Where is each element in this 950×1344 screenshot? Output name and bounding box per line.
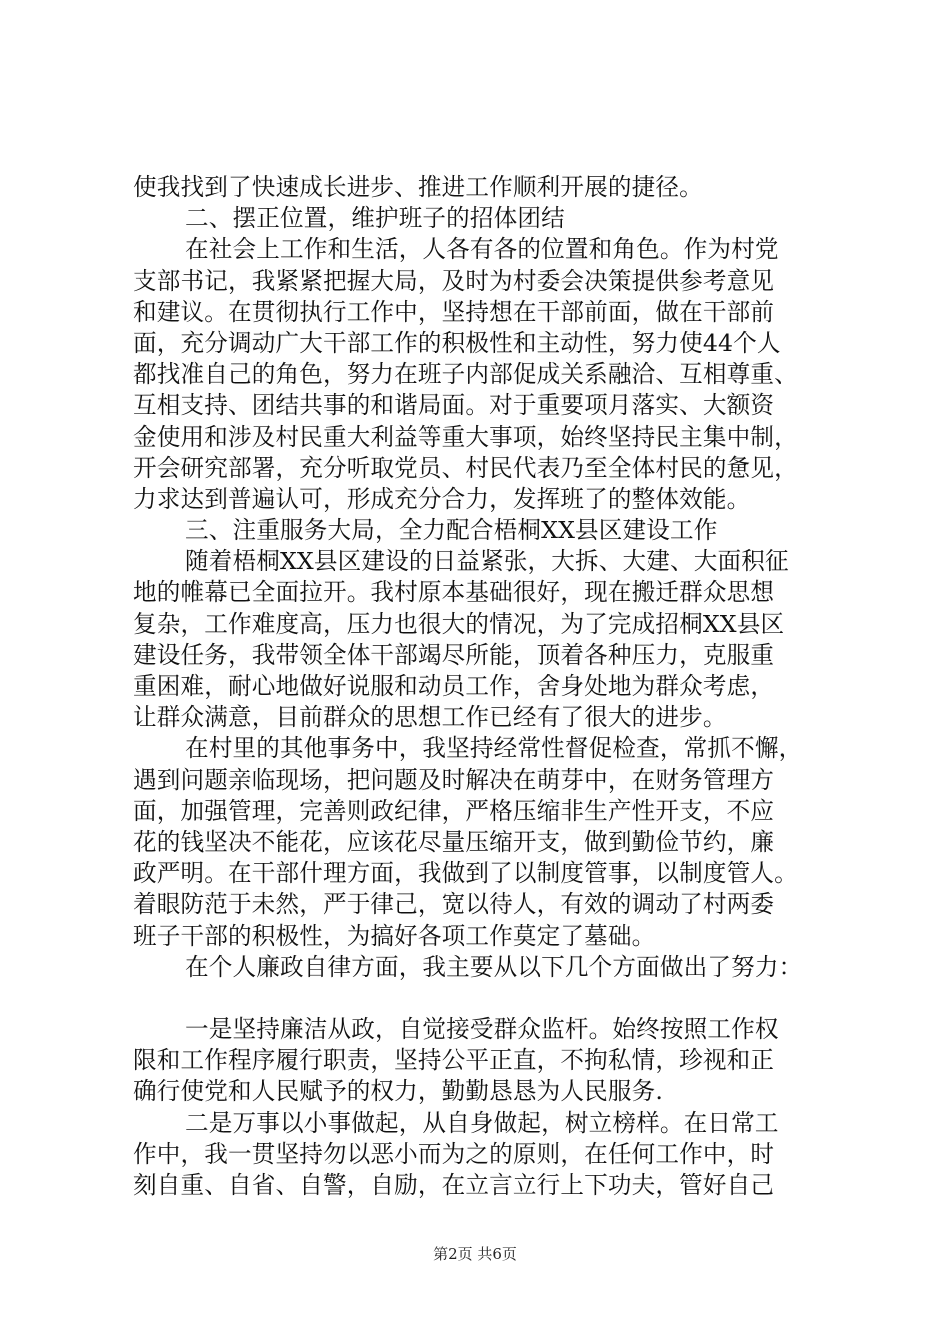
document-body — [133, 172, 848, 1201]
text-line: 遇到问题亲临现场，把问题及时解决在萌芽中，在财务管理方 — [133, 765, 775, 794]
text-line: 着眼防范于未然，严于律己，宽以待人，有效的调动了村两委 — [133, 890, 775, 919]
text-line: 随着梧桐XX县区建设的日益紧张，大拆、大建、大面积征 — [185, 547, 789, 576]
text-line: 使我找到了快速成长进步、推进工作顺利开展的捷径。 — [133, 173, 703, 201]
text-line: 二是万事以小事做起，从自身做起，树立榜样。在日常工 — [185, 1108, 779, 1137]
text-line: 金使用和涉及村民重大利益等重大事项，始终坚持民主集中制， — [133, 422, 798, 451]
text-line: 力求达到普遍认可，形成充分合力，发挥班了的整体效能。 — [133, 484, 751, 513]
text-line: 限和工作程序履行职责，坚持公平正直，不拘私情，珍视和正 — [133, 1046, 775, 1075]
text-line: 面，充分调动广大干部工作的积极性和主动性，努力使44个人 — [133, 328, 781, 357]
text-line: 支部书记，我紧紧把握大局，及时为村委会决策提供参考意见 — [133, 266, 775, 295]
text-line: 建设任务，我带领全体干部竭尽所能，顶着各种压力，克服重 — [133, 640, 775, 669]
text-line: 二、摆正位置，维护班子的招体团结 — [185, 204, 565, 233]
text-line: 让群众满意，目前群众的思想工作已经有了很大的进步。 — [133, 703, 727, 732]
text-line: 一是坚持廉洁从政，自觉接受群众监杆。始终按照工作权 — [185, 1015, 779, 1044]
text-line: 确行使党和人民赋予的权力，勤勤恳恳为人民服务. — [133, 1077, 664, 1106]
blank-line — [133, 983, 848, 1014]
text-line: 互相支持、团结共事的和谐局面。对于重要项月落实、大额资 — [133, 391, 775, 420]
text-line: 地的帷幕已全面拉开。我村原本基础很好，现在搬迁群众思想 — [133, 578, 775, 607]
text-line: 花的钱坚决不能花，应该花尽量压缩开支，做到勤俭节约，廉 — [133, 827, 775, 856]
text-line: 都找准自己的角色，努力在班子内部促成关系融洽、互相尊重、 — [133, 360, 798, 389]
text-line: 开会研究部署，充分听取党员、村民代表乃至全体村民的惫见， — [133, 453, 798, 482]
text-line: 在个人廉政自律方面，我主要从以下几个方面做出了努力： — [185, 952, 803, 981]
text-line: 三、注重服务大局，全力配合梧桐XX县区建设工作 — [185, 516, 718, 545]
text-line: 复杂，工作难度高，压力也很大的情况，为了完成招桐XX县区 — [133, 609, 785, 638]
page-footer — [0, 1244, 950, 1264]
text-line: 面，加强管理，完善则政纪律，严格压缩非生产性开支，不应 — [133, 796, 775, 825]
text-line: 重困难，耐心地做好说服和动员工作，舍身处地为群众考虑， — [133, 672, 775, 700]
text-line: 刻自重、自省、自警，自励，在立言立行上下功夫，管好自己 — [133, 1171, 775, 1199]
text-line: 政严明。在干部什理方面，我做到了以制度管事，以制度管人。 — [133, 859, 798, 888]
text-line: 和建议。在贯彻执行工作中，坚持想在干部前面，做在干部前 — [133, 297, 775, 326]
text-line: 作中，我一贯坚持勿以恶小而为之的原则，在任何工作中，时 — [133, 1139, 775, 1168]
text-line: 在村里的其他事务中，我坚持经常性督促检查，常抓不懈， — [185, 734, 803, 763]
text-line: 在社会上工作和生活，人各有各的位置和角色。作为村党 — [185, 235, 779, 264]
page-number-label: 第2页 共6页 — [433, 1245, 517, 1263]
text-line: 班子干部的积极性，为搞好各项工作莫定了墓础。 — [133, 921, 656, 950]
